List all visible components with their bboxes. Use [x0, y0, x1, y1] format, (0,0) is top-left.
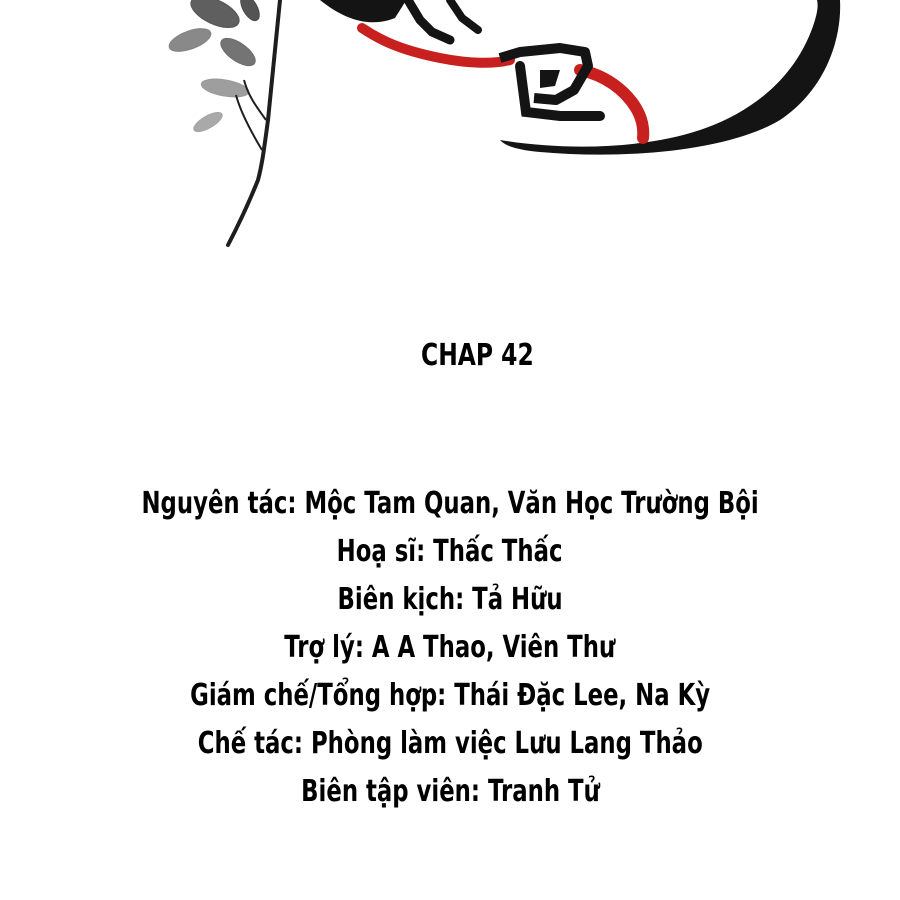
credit-role: Biên tập viên — [300, 774, 471, 809]
credits-list — [0, 480, 900, 816]
credit-role: Nguyên tác — [141, 486, 288, 521]
credit-role: Giám chế/Tổng hợp — [189, 678, 438, 713]
credit-names: Phòng làm việc Lưu Lang Thảo — [310, 726, 703, 761]
ink-art-header — [0, 0, 900, 260]
ink-branch-icon — [166, 0, 280, 245]
credit-names: A A Thao, Viên Thư — [372, 630, 616, 665]
credit-line-screenwriter: Biên kịch: Tả Hữu — [337, 582, 563, 617]
credit-line-supervisor: Giám chế/Tổng hợp: Thái Đặc Lee, Na Kỳ — [189, 678, 710, 713]
credit-names: Thấc Thấc — [433, 534, 563, 569]
chapter-title: CHAP 42 — [421, 338, 534, 373]
credit-names: Mộc Tam Quan, Văn Học Trường Bội — [304, 486, 759, 521]
credit-names: Thái Đặc Lee, Na Kỳ — [454, 678, 710, 713]
calligraphy-logo-icon — [320, 0, 840, 155]
credit-line-editor: Biên tập viên: Tranh Tử — [300, 774, 600, 809]
credit-line-original-work: Nguyên tác: Mộc Tam Quan, Văn Học Trường Bội — [141, 486, 759, 521]
credit-line-artist: Hoạ sĩ: Thấc Thấc — [337, 534, 563, 569]
credit-names: Tả Hữu — [472, 582, 563, 617]
credit-role: Biên kịch — [337, 582, 456, 617]
credit-role: Hoạ sĩ — [337, 534, 417, 569]
credit-role: Trợ lý — [284, 630, 356, 665]
credit-names: Tranh Tử — [487, 774, 600, 809]
credit-line-assistant: Trợ lý: A A Thao, Viên Thư — [284, 630, 616, 665]
credit-line-production: Chế tác: Phòng làm việc Lưu Lang Thảo — [197, 726, 703, 761]
credit-role: Chế tác — [197, 726, 294, 761]
